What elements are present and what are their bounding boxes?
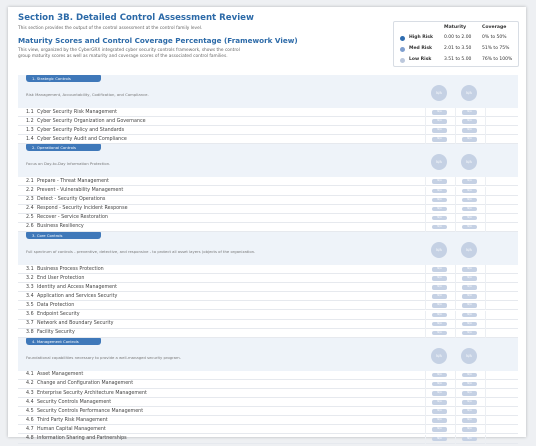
- table-row: [18, 177, 518, 186]
- coverage-pill: N/A: [462, 179, 477, 184]
- section-subtitle: Maturity Scores and Control Coverage Percentage (Framework View): [18, 36, 298, 45]
- coverage-pill: N/A: [462, 382, 477, 387]
- maturity-pill: N/A: [432, 216, 447, 221]
- column-divider: [485, 126, 486, 135]
- control-family-name: Identity and Access Management: [37, 284, 118, 290]
- section-tab[interactable]: 1. Strategic Controls: [26, 75, 101, 82]
- column-divider: [485, 117, 486, 126]
- maturity-pill: N/A: [432, 276, 447, 281]
- coverage-pill: N/A: [462, 294, 477, 299]
- legend-maturity-range: 3.51 to 5.00: [444, 57, 472, 62]
- control-number: 2.4: [26, 206, 34, 212]
- control-family-name: Recover - Service Restoration: [37, 215, 108, 221]
- coverage-pill: N/A: [462, 400, 477, 405]
- control-number: 4.6: [26, 417, 34, 423]
- column-divider: [425, 126, 426, 135]
- maturity-pill: N/A: [432, 331, 447, 336]
- column-divider: [455, 117, 456, 126]
- coverage-pill: N/A: [462, 276, 477, 281]
- section-header: [18, 144, 518, 177]
- control-number: 3.2: [26, 275, 34, 281]
- section-coverage-score: N/A: [461, 348, 477, 364]
- section-maturity-score: N/A: [431, 242, 447, 258]
- control-family-name: End User Protection: [37, 275, 85, 281]
- column-divider: [485, 187, 486, 196]
- column-divider: [425, 196, 426, 205]
- report-page: [8, 7, 526, 441]
- column-divider: [455, 320, 456, 329]
- column-divider: [485, 292, 486, 301]
- column-divider: [455, 196, 456, 205]
- column-divider: [425, 292, 426, 301]
- column-divider: [425, 320, 426, 329]
- legend-row-high: [394, 34, 518, 43]
- control-family-name: Endpoint Security: [37, 312, 80, 317]
- column-divider: [425, 205, 426, 214]
- section-note: Foundational capabilities necessary to provide a well-managed security program.: [26, 354, 181, 360]
- column-divider: [455, 177, 456, 186]
- control-family-name: Prepare - Threat Management: [37, 178, 109, 184]
- coverage-pill: N/A: [462, 322, 477, 327]
- control-family-name: Cyber Security Organization and Governance: [37, 118, 146, 124]
- legend-coverage-range: 51% to 75%: [482, 46, 510, 51]
- low-risk-dot-icon: [400, 58, 405, 63]
- column-divider: [425, 389, 426, 398]
- control-family-name: Facility Security: [37, 330, 75, 336]
- legend-maturity-header: Maturity: [444, 25, 467, 30]
- column-divider: [425, 187, 426, 196]
- column-divider: [425, 117, 426, 126]
- risk-legend: [393, 21, 519, 67]
- control-family-name: Detect - Security Operations: [37, 197, 106, 203]
- table-row: [18, 274, 518, 283]
- coverage-pill: N/A: [462, 285, 477, 290]
- column-divider: [455, 329, 456, 338]
- section-maturity-score: N/A: [431, 154, 447, 170]
- column-divider: [485, 265, 486, 274]
- legend-label: Low Risk: [409, 57, 432, 62]
- maturity-pill: N/A: [432, 427, 447, 432]
- control-family-name: Application and Services Security: [37, 293, 118, 299]
- maturity-pill: N/A: [432, 391, 447, 396]
- table-row: [18, 320, 518, 329]
- column-divider: [425, 135, 426, 144]
- control-family-name: Security Controls Performance Management: [37, 408, 144, 414]
- section-note: Full spectrum of controls - preventive, detective, and responsive - to protect all asset layers (objects of the organization.: [26, 249, 256, 254]
- column-divider: [455, 135, 456, 144]
- column-divider: [485, 389, 486, 398]
- column-divider: [485, 196, 486, 205]
- control-number: 2.3: [26, 197, 34, 203]
- column-divider: [455, 108, 456, 117]
- legend-maturity-range: 2.01 to 3.50: [444, 46, 472, 51]
- control-number: 1.2: [26, 118, 34, 124]
- control-number: 4.2: [26, 381, 34, 387]
- legend-row-low: [394, 56, 518, 65]
- table-row: [18, 389, 518, 398]
- legend-maturity-range: 0.00 to 2.00: [444, 35, 472, 40]
- maturity-pill: N/A: [432, 303, 447, 308]
- coverage-pill: N/A: [462, 189, 477, 194]
- legend-coverage-range: 76% to 100%: [482, 57, 513, 62]
- legend-coverage-header: Coverage: [482, 25, 507, 30]
- column-divider: [455, 205, 456, 214]
- maturity-pill: N/A: [432, 373, 447, 378]
- section-coverage-score: N/A: [461, 154, 477, 170]
- control-family-name: Cyber Security Risk Management: [37, 109, 117, 115]
- coverage-pill: N/A: [462, 437, 477, 442]
- control-family-name: Asset Management: [37, 372, 84, 378]
- control-family-name: Security Controls Management: [37, 399, 112, 405]
- table-row: [18, 435, 518, 444]
- control-number: 3.5: [26, 302, 34, 308]
- column-divider: [485, 407, 486, 416]
- table-row: [18, 398, 518, 407]
- control-number: 2.5: [26, 215, 34, 221]
- control-family-name: Cyber Security Policy and Standards: [37, 127, 125, 133]
- column-divider: [485, 135, 486, 144]
- control-family-name: Prevent - Vulnerability Management: [37, 188, 124, 193]
- column-divider: [455, 389, 456, 398]
- coverage-pill: N/A: [462, 409, 477, 414]
- control-number: 3.3: [26, 284, 34, 290]
- coverage-pill: N/A: [462, 418, 477, 423]
- control-number: 4.4: [26, 399, 34, 405]
- control-family-name: Change and Configuration Management: [37, 381, 134, 387]
- column-divider: [485, 274, 486, 283]
- section-note: Risk Management, Accountability, Codification, and Compliance.: [26, 92, 149, 97]
- coverage-pill: N/A: [462, 267, 477, 272]
- coverage-pill: N/A: [462, 110, 477, 115]
- column-divider: [485, 214, 486, 223]
- column-divider: [485, 283, 486, 292]
- column-divider: [485, 425, 486, 434]
- column-divider: [485, 108, 486, 117]
- section-header: [18, 75, 518, 108]
- table-row: [18, 223, 518, 232]
- column-divider: [485, 380, 486, 389]
- maturity-pill: N/A: [432, 189, 447, 194]
- table-row: [18, 108, 518, 117]
- column-divider: [425, 380, 426, 389]
- maturity-pill: N/A: [432, 418, 447, 423]
- maturity-pill: N/A: [432, 207, 447, 212]
- coverage-pill: N/A: [462, 373, 477, 378]
- intro-text: This section provides the output of the control assessment at the control family level.: [18, 26, 203, 31]
- column-divider: [485, 205, 486, 214]
- maturity-pill: N/A: [432, 110, 447, 115]
- column-divider: [455, 301, 456, 310]
- table-row: [18, 425, 518, 434]
- column-divider: [425, 265, 426, 274]
- table-row: [18, 214, 518, 223]
- table-row: [18, 283, 518, 292]
- maturity-pill: N/A: [432, 322, 447, 327]
- coverage-pill: N/A: [462, 303, 477, 308]
- control-family-name: Business Process Protection: [37, 266, 104, 272]
- column-divider: [455, 283, 456, 292]
- column-divider: [485, 416, 486, 425]
- maturity-pill: N/A: [432, 313, 447, 318]
- column-divider: [425, 371, 426, 380]
- table-row: [18, 117, 518, 126]
- maturity-pill: N/A: [432, 128, 447, 133]
- section-tab[interactable]: 2. Operational Controls: [26, 144, 101, 151]
- section-coverage-score: N/A: [461, 85, 477, 101]
- column-divider: [455, 435, 456, 444]
- control-family-name: Enterprise Security Architecture Management: [37, 390, 147, 396]
- control-number: 2.6: [26, 224, 34, 230]
- section-tab[interactable]: 4. Management Controls: [26, 338, 101, 345]
- control-family-name: Information Sharing and Partnerships: [37, 436, 127, 441]
- column-divider: [485, 320, 486, 329]
- control-number: 4.3: [26, 390, 34, 396]
- control-number: 3.4: [26, 293, 34, 299]
- section-coverage-score: N/A: [461, 242, 477, 258]
- control-number: 4.8: [26, 436, 34, 441]
- maturity-pill: N/A: [432, 294, 447, 299]
- table-row: [18, 329, 518, 338]
- column-divider: [425, 398, 426, 407]
- maturity-pill: N/A: [432, 198, 447, 203]
- column-divider: [425, 435, 426, 444]
- legend-label: Med Risk: [409, 46, 432, 51]
- coverage-pill: N/A: [462, 313, 477, 318]
- control-family-name: Third Party Risk Management: [37, 417, 108, 423]
- maturity-pill: N/A: [432, 267, 447, 272]
- table-row: [18, 135, 518, 144]
- control-number: 1.4: [26, 136, 34, 142]
- control-number: 4.7: [26, 426, 34, 432]
- coverage-pill: N/A: [462, 137, 477, 142]
- column-divider: [425, 108, 426, 117]
- column-divider: [455, 311, 456, 320]
- maturity-pill: N/A: [432, 137, 447, 142]
- column-divider: [455, 223, 456, 232]
- column-divider: [455, 416, 456, 425]
- column-divider: [455, 292, 456, 301]
- control-number: 2.1: [26, 178, 34, 184]
- coverage-pill: N/A: [462, 119, 477, 124]
- control-number: 3.7: [26, 321, 34, 327]
- maturity-pill: N/A: [432, 225, 447, 230]
- table-row: [18, 371, 518, 380]
- control-family-name: Data Protection: [37, 302, 75, 308]
- column-divider: [425, 177, 426, 186]
- table-row: [18, 407, 518, 416]
- column-divider: [455, 407, 456, 416]
- maturity-pill: N/A: [432, 409, 447, 414]
- legend-label: High Risk: [409, 35, 433, 40]
- table-row: [18, 416, 518, 425]
- column-divider: [425, 416, 426, 425]
- column-divider: [485, 223, 486, 232]
- column-divider: [425, 283, 426, 292]
- column-divider: [455, 214, 456, 223]
- column-divider: [425, 214, 426, 223]
- column-divider: [425, 329, 426, 338]
- coverage-pill: N/A: [462, 216, 477, 221]
- coverage-pill: N/A: [462, 427, 477, 432]
- control-family-name: Respond - Security Incident Response: [37, 206, 128, 212]
- table-row: [18, 380, 518, 389]
- column-divider: [455, 187, 456, 196]
- maturity-pill: N/A: [432, 437, 447, 442]
- section-maturity-score: N/A: [431, 85, 447, 101]
- maturity-pill: N/A: [432, 119, 447, 124]
- table-row: [18, 196, 518, 205]
- column-divider: [455, 274, 456, 283]
- column-divider: [455, 126, 456, 135]
- column-divider: [485, 329, 486, 338]
- column-divider: [485, 177, 486, 186]
- maturity-pill: N/A: [432, 179, 447, 184]
- column-divider: [425, 407, 426, 416]
- column-divider: [455, 371, 456, 380]
- control-family-name: Network and Boundary Security: [37, 321, 114, 327]
- control-number: 4.1: [26, 372, 34, 378]
- coverage-pill: N/A: [462, 198, 477, 203]
- column-divider: [455, 398, 456, 407]
- column-divider: [425, 223, 426, 232]
- table-row: [18, 126, 518, 135]
- control-number: 4.5: [26, 408, 34, 414]
- column-divider: [425, 311, 426, 320]
- section-tab[interactable]: 3. Core Controls: [26, 232, 101, 239]
- column-divider: [425, 274, 426, 283]
- table-row: [18, 187, 518, 196]
- column-divider: [485, 398, 486, 407]
- coverage-pill: N/A: [462, 207, 477, 212]
- column-divider: [485, 435, 486, 444]
- column-divider: [485, 311, 486, 320]
- column-divider: [485, 301, 486, 310]
- coverage-pill: N/A: [462, 391, 477, 396]
- legend-row-med: [394, 45, 518, 54]
- med-risk-dot-icon: [400, 47, 405, 52]
- control-family-name: Human Capital Management: [37, 426, 106, 432]
- table-row: [18, 301, 518, 310]
- control-number: 2.2: [26, 188, 34, 193]
- control-number: 3.1: [26, 266, 34, 272]
- table-row: [18, 292, 518, 301]
- control-number: 1.1: [26, 109, 34, 115]
- table-row: [18, 311, 518, 320]
- legend-coverage-range: 0% to 50%: [482, 35, 507, 40]
- control-number: 1.3: [26, 127, 34, 133]
- maturity-pill: N/A: [432, 382, 447, 387]
- page-title: Section 3B. Detailed Control Assessment Review: [18, 13, 254, 23]
- section-note: Focus on Day-to-Day Information Protection.: [26, 161, 111, 167]
- high-risk-dot-icon: [400, 36, 405, 41]
- maturity-pill: N/A: [432, 400, 447, 405]
- column-divider: [425, 425, 426, 434]
- control-family-name: Business Resiliency: [37, 224, 84, 230]
- table-row: [18, 205, 518, 214]
- section-description: This view, organized by the CyberGRX integrated cyber security controls framework, shows the control group maturity scores as well as maturity and coverage scores of the associated control families.: [18, 48, 240, 59]
- coverage-pill: N/A: [462, 128, 477, 133]
- maturity-pill: N/A: [432, 285, 447, 290]
- coverage-pill: N/A: [462, 225, 477, 230]
- control-family-name: Cyber Security Audit and Compliance: [37, 136, 127, 142]
- section-header: [18, 338, 518, 371]
- control-number: 3.8: [26, 330, 34, 336]
- table-row: [18, 265, 518, 274]
- column-divider: [455, 425, 456, 434]
- column-divider: [485, 371, 486, 380]
- section-header: [18, 232, 518, 265]
- column-divider: [455, 380, 456, 389]
- control-number: 3.6: [26, 312, 34, 317]
- column-divider: [455, 265, 456, 274]
- column-divider: [425, 301, 426, 310]
- coverage-pill: N/A: [462, 331, 477, 336]
- section-maturity-score: N/A: [431, 348, 447, 364]
